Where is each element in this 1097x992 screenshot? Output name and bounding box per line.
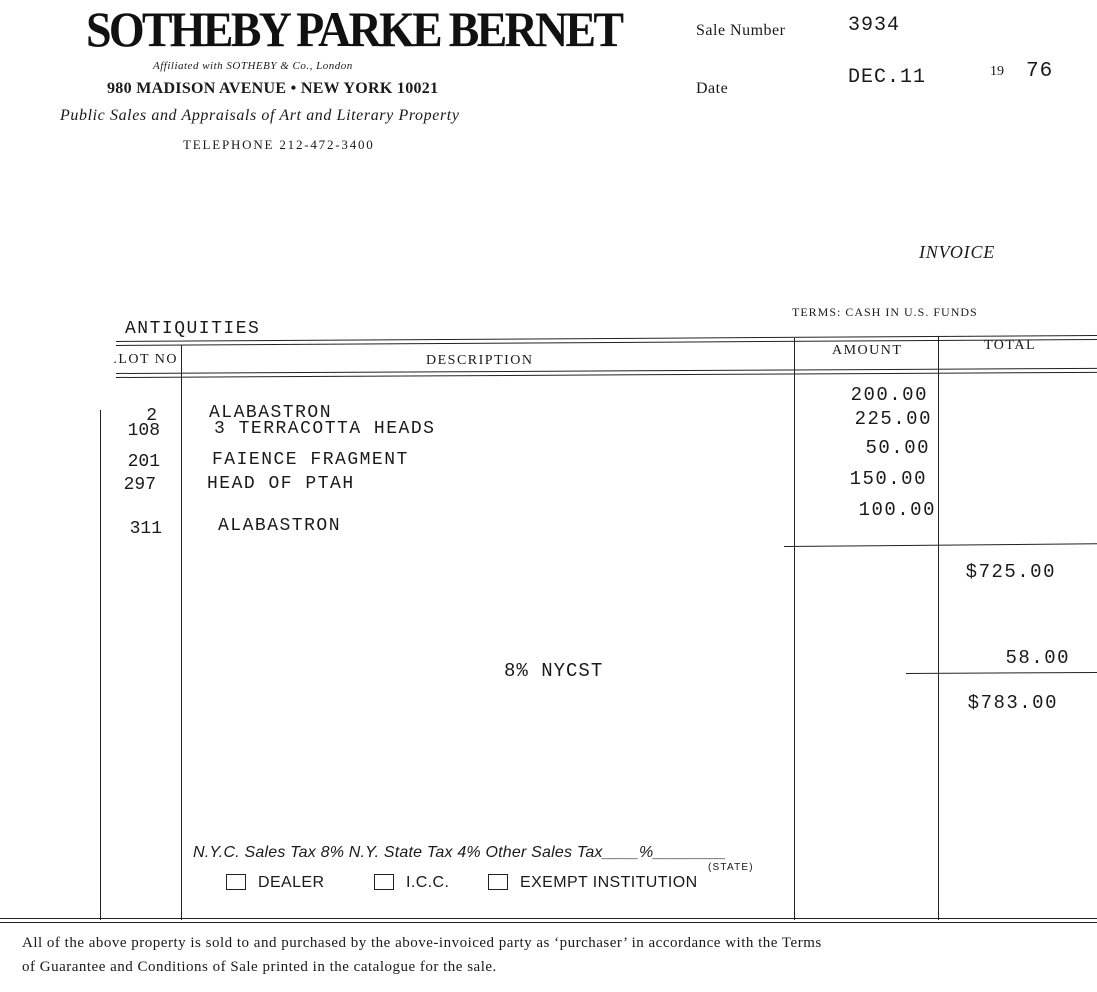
company-address: 980 MADISON AVENUE • NEW YORK 10021: [107, 80, 439, 97]
terms-footer-line-1: All of the above property is sold to and purchased by the above-invoiced party as ‘purchaser’ in accordance with the Terms: [22, 935, 822, 951]
company-logo: SOTHEBY PARKE BERNET: [86, 1, 622, 57]
sale-number-label: Sale Number: [696, 22, 786, 39]
tax-amount-value: 58.00: [1005, 647, 1070, 669]
payment-terms: TERMS: CASH IN U.S. FUNDS: [792, 305, 978, 319]
table-row-description: ALABASTRON: [209, 403, 333, 423]
icc-label: I.C.C.: [406, 874, 450, 891]
table-row-amount: 225.00: [854, 408, 932, 430]
company-tagline: Public Sales and Appraisals of Art and Literary Property: [60, 107, 460, 124]
terms-footer-line-2: of Guarantee and Conditions of Sale printed in the catalogue for the sale.: [22, 959, 497, 975]
dealer-label: DEALER: [258, 874, 325, 891]
sale-category: ANTIQUITIES: [125, 319, 261, 339]
table-row-description: FAIENCE FRAGMENT: [212, 450, 409, 470]
table-bottom-rule: [0, 918, 1097, 919]
dealer-checkbox[interactable]: [226, 874, 246, 890]
table-row-lot: 201: [127, 452, 160, 472]
amount-header: AMOUNT: [832, 343, 903, 358]
table-bottom-rule-2: [0, 922, 1097, 923]
lot-no-header: LOT NO.: [113, 352, 178, 367]
affiliation-text: Affiliated with SOTHEBY & Co., London: [153, 60, 353, 72]
subtotal-value: $725.00: [965, 561, 1056, 583]
items-total-rule: [784, 543, 1097, 547]
lot-column-divider: [181, 345, 182, 920]
sales-tax-line: N.Y.C. Sales Tax 8% N.Y. State Tax 4% Other Sales Tax____%________: [193, 844, 727, 861]
year-prefix: 19: [990, 64, 1004, 79]
table-top-rule: [116, 335, 1097, 342]
table-row-lot: 2: [146, 406, 157, 426]
table-row-amount: 200.00: [850, 384, 928, 406]
year-value: 76: [1026, 60, 1054, 83]
table-row-description: HEAD OF PTAH: [207, 474, 355, 494]
state-label: (STATE): [708, 862, 754, 873]
table-row-amount: 150.00: [849, 468, 927, 490]
table-row-description: ALABASTRON: [218, 516, 342, 536]
table-row-lot: 297: [123, 475, 156, 495]
tax-total-rule: [906, 672, 1097, 674]
exempt-institution-label: EXEMPT INSTITUTION: [520, 874, 698, 891]
date-value: DEC.11: [848, 66, 927, 89]
table-row-amount: 100.00: [858, 499, 936, 521]
description-header: DESCRIPTION: [426, 353, 534, 368]
icc-checkbox[interactable]: [374, 874, 394, 890]
total-header: TOTAL: [984, 338, 1037, 353]
grand-total-value: $783.00: [967, 692, 1058, 714]
sale-number-value: 3934: [848, 14, 901, 37]
date-label: Date: [696, 80, 729, 97]
exempt-institution-checkbox[interactable]: [488, 874, 508, 890]
company-telephone: TELEPHONE 212-472-3400: [183, 137, 375, 152]
left-border: [100, 410, 101, 920]
total-column-divider: [938, 336, 939, 920]
invoice-title: INVOICE: [919, 242, 996, 262]
amount-column-divider: [794, 338, 795, 920]
table-row-lot: 311: [129, 519, 162, 539]
table-row-amount: 50.00: [865, 437, 930, 459]
table-row-lot: 108: [127, 421, 160, 441]
tax-label: 8% NYCST: [504, 660, 604, 682]
table-row-description: 3 TERRACOTTA HEADS: [214, 419, 436, 439]
